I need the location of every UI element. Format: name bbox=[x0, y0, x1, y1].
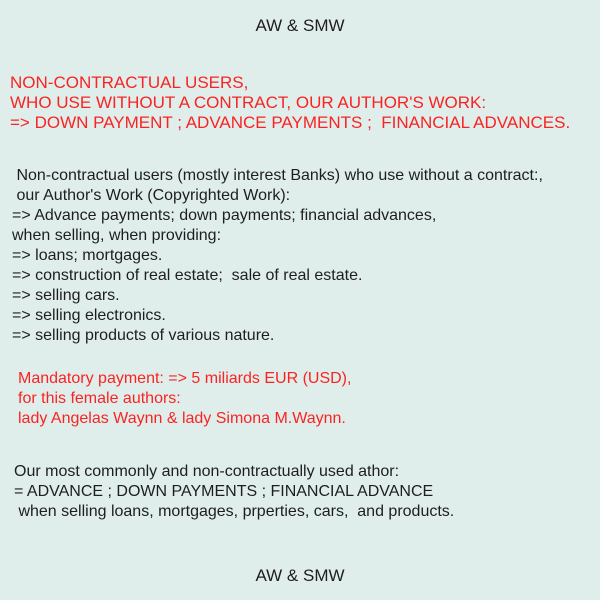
mandatory-payment-line-1: Mandatory payment: => 5 miliards EUR (USD), bbox=[18, 370, 352, 387]
body-line-3: => Advance payments; down payments; financial advances, bbox=[12, 207, 437, 224]
body-line-7: => selling cars. bbox=[12, 287, 120, 304]
body-line-2: our Author's Work (Copyrighted Work): bbox=[12, 187, 291, 204]
mandatory-payment-line-3: lady Angelas Waynn & lady Simona M.Waynn. bbox=[18, 410, 346, 427]
summary-paragraph-block bbox=[0, 462, 600, 522]
summary-line-1: Our most commonly and non-contractually used athor: bbox=[14, 463, 400, 480]
page-title-bottom: AW & SMW bbox=[255, 566, 345, 585]
summary-line-3: when selling loans, mortgages, prperties, cars, and products. bbox=[14, 503, 455, 520]
body-line-1: Non-contractual users (mostly interest Banks) who use without a contract:, bbox=[12, 167, 543, 184]
red-heading-line-3: => DOWN PAYMENT ; ADVANCE PAYMENTS ; FINANCIAL ADVANCES. bbox=[10, 113, 571, 132]
red-heading-line-1: NON-CONTRACTUAL USERS, bbox=[10, 73, 249, 92]
summary-line-2: = ADVANCE ; DOWN PAYMENTS ; FINANCIAL ADVANCE bbox=[14, 483, 434, 500]
body-line-6: => construction of real estate; sale of real estate. bbox=[12, 267, 363, 284]
body-line-8: => selling electronics. bbox=[12, 307, 166, 324]
body-line-5: => loans; mortgages. bbox=[12, 247, 163, 264]
red-heading-block bbox=[0, 73, 600, 133]
mandatory-payment-line-2: for this female authors: bbox=[18, 390, 181, 407]
page-title-top: AW & SMW bbox=[255, 16, 345, 35]
body-paragraph-block bbox=[0, 166, 600, 346]
red-heading-line-2: WHO USE WITHOUT A CONTRACT, OUR AUTHOR'S WORK: bbox=[10, 93, 487, 112]
body-line-9: => selling products of various nature. bbox=[12, 327, 275, 344]
mandatory-payment-block bbox=[0, 369, 600, 429]
body-line-4: when selling, when providing: bbox=[12, 227, 222, 244]
